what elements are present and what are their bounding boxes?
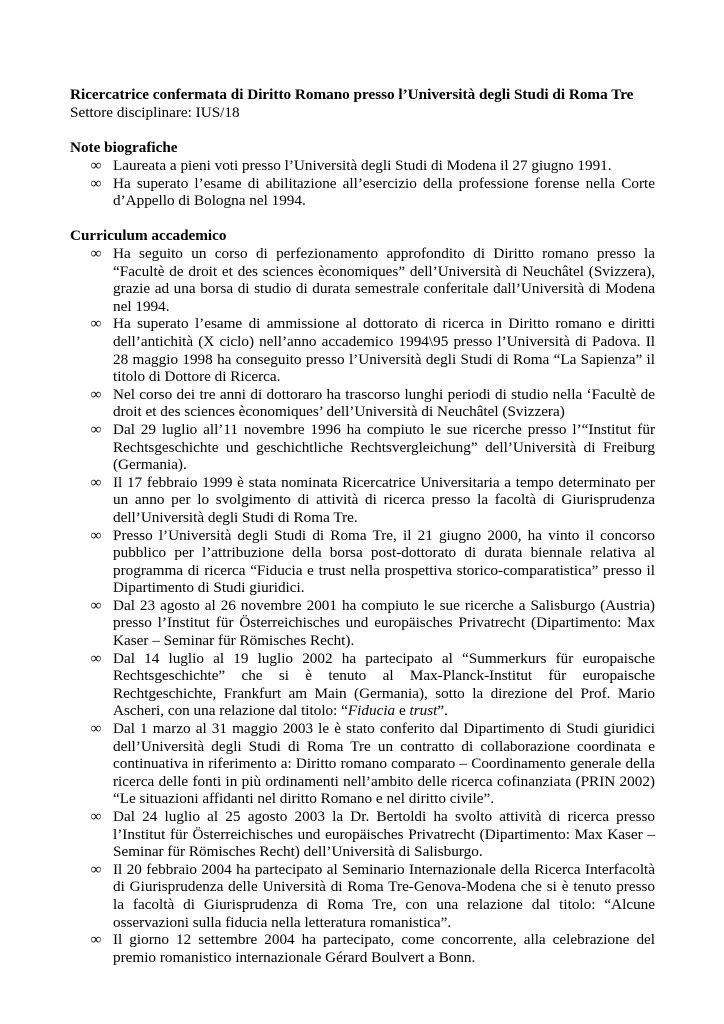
list-item [0, 597, 655, 650]
infinity-bullet-icon: ∞ [90, 315, 102, 333]
list-item-text: Ha superato l’esame di ammissione al dottorato di ricerca in Diritto romano e diritti dell’antichità (X ciclo) nell’anno accademico 1994\95 presso l’Università di Padova. Il 28 maggio 1998 ha conseguito presso l’Università degli Studi di Roma “La Sapienza” il titolo di Dottore di Ricerca. [113, 315, 655, 386]
list-item [0, 720, 655, 808]
infinity-bullet-icon: ∞ [90, 385, 102, 403]
list-item-text-part: e [395, 702, 410, 720]
list-item [0, 861, 655, 931]
list-item [0, 527, 655, 597]
list-item-text [113, 650, 655, 720]
infinity-bullet-icon: ∞ [90, 420, 102, 438]
infinity-bullet-icon: ∞ [90, 174, 102, 192]
list-item-text: Il 17 febbraio 1999 è stata nominata Ricercatrice Universitaria a tempo determinato per un anno per lo svolgimento di attività di ricerca presso la facoltà di Giurisprudenza dell’Università degli Studi di Roma Tre. [113, 473, 655, 526]
list-item-text: Dal 23 agosto al 26 novembre 2001 ha compiuto le sue ricerche a Salisburgo (Austria) presso l’Institut für Österreichisches und europäisches Privatrecht (Dipartimento: Max Kaser – Seminar für Römisches Recht). [113, 596, 655, 650]
list-item-text: Il 20 febbraio 2004 ha partecipato al Seminario Internazionale della Ricerca Interfacoltà di Giurisprudenza delle Università di Roma Tre-Genova-Modena che si è tenuto presso la facoltà di Giurisprudenza di Roma Tre, con una relazione dal titolo: “Alcune osservazioni sulla fiducia nella letteratura romanistica”. [113, 860, 655, 931]
infinity-bullet-icon: ∞ [90, 596, 102, 614]
list-item [0, 808, 655, 861]
list-item-text: Il giorno 12 settembre 2004 ha partecipato, come concorrente, alla celebrazione del premio romanistico internazionale Gérard Boulvert a Bonn. [113, 931, 655, 966]
list-item-text: Ha superato l’esame di abilitazione all’esercizio della professione forense nella Corte d’Appello di Bologna nel 1994. [113, 174, 655, 210]
section-title-note-biografiche: Note biografiche [70, 139, 178, 156]
list-item [0, 245, 655, 315]
list-item [0, 157, 655, 175]
italic-term-trust: trust [409, 702, 438, 720]
list-item [0, 474, 655, 527]
list-item [0, 421, 655, 474]
infinity-bullet-icon: ∞ [90, 157, 102, 174]
document-title: Ricercatrice confermata di Diritto Romano presso l’Università degli Studi di Roma Tre [70, 86, 634, 103]
list-item [0, 315, 655, 385]
list-item-text: Ha seguito un corso di perfezionamento approfondito di Diritto romano presso la “Facultè de droit et des sciences èconomiques” dell’Università di Neuchâtel (Svizzera), grazie ad una borsa di studio di durata semestrale conferitale dall’Università di Modena nel 1994. [113, 245, 655, 315]
infinity-bullet-icon: ∞ [90, 860, 102, 878]
infinity-bullet-icon: ∞ [90, 473, 102, 491]
list-item-text: Laureata a pieni voti presso l’Università degli Studi di Modena il 27 giugno 1991. [113, 157, 612, 174]
infinity-bullet-icon: ∞ [90, 526, 102, 544]
list-item [0, 650, 655, 720]
list-item-text: Nel corso dei tre anni di dottoraro ha trascorso lunghi periodi di studio nella ‘Facultè de droit et des sciences èconomiques’ dell’Università di Neuchâtel (Svizzera) [113, 385, 655, 421]
list-item-text-part: Dal 14 luglio al 19 luglio 2002 ha partecipato al “Summerkurs für europaische Rechtsgeschichte” che si è tenuto al Max-Planck-Institut für europaische Rechtgeschichte, Frankfurt am Main (Germania), sotto la direzione del Prof. Mario Ascheri, con una relazione dal titolo: “ [113, 649, 655, 720]
list-item [0, 386, 655, 421]
list-item [0, 175, 655, 210]
section-title-curriculum: Curriculum accademico [70, 227, 227, 244]
infinity-bullet-icon: ∞ [90, 931, 102, 949]
list-item-text-part: ”. [437, 702, 448, 720]
list-item-text: Dal 1 marzo al 31 maggio 2003 le è stato conferito dal Dipartimento di Studi giuridici dell’Università degli Studi di Roma Tre un contratto di collaborazione coordinata e continuativa in riferimento a: Diritto romano comparato – Coordinamento generale della ricerca delle fonti in più ordinamenti nell’ambito delle ricerca cofinanziata (PRIN 2002) “Le situazioni affidanti nel diritto Romano e nel diritto civile”. [113, 720, 655, 808]
list-item-text: Presso l’Università degli Studi di Roma Tre, il 21 giugno 2000, ha vinto il concorso pubblico per l’attribuzione della borsa post-dottorato di durata biennale relativa al programma di ricerca “Fiducia e trust nella prospettiva storico-comparatistica” presso il Dipartimento di Studi giuridici. [113, 526, 655, 597]
list-item-text: Dal 29 luglio all’11 novembre 1996 ha compiuto le sue ricerche presso l’“Institut für Rechtsgeschichte und geschichtliche Rechtsvergleichung” dell’Università di Freiburg (Germania). [113, 420, 655, 474]
curriculum-list [0, 245, 655, 966]
italic-term-fiducia: Fiducia [347, 702, 396, 720]
infinity-bullet-icon: ∞ [90, 649, 102, 667]
disciplinary-sector: Settore disciplinare: IUS/18 [70, 104, 240, 121]
infinity-bullet-icon: ∞ [90, 245, 102, 262]
list-item [0, 931, 655, 966]
note-biografiche-list [0, 157, 655, 210]
infinity-bullet-icon: ∞ [90, 808, 102, 825]
list-item-text: Dal 24 luglio al 25 agosto 2003 la Dr. Bertoldi ha svolto attività di ricerca presso l’Institut für Österreichisches und europäisches Privatrecht (Dipartimento: Max Kaser – Seminar für Römisches Recht) dell’Università di Salisburgo. [113, 808, 655, 861]
infinity-bullet-icon: ∞ [90, 720, 102, 738]
